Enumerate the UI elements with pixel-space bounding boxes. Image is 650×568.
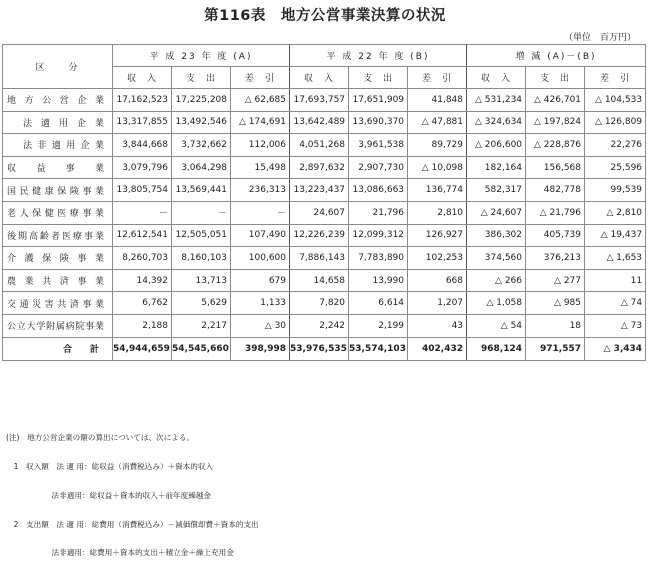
table-cell: △ 324,634 — [467, 111, 526, 134]
table-cell: 1,207 — [408, 292, 467, 315]
table-cell: 8,260,703 — [113, 247, 172, 270]
table-cell: 17,651,909 — [349, 89, 408, 112]
table-cell: 3,961,538 — [349, 134, 408, 157]
table-cell: △ 1,653 — [585, 247, 646, 270]
table-cell: 182,164 — [467, 156, 526, 179]
group-header-fy23: 平 成 23 年 度 (A) — [113, 45, 290, 67]
table-cell: △ 206,600 — [467, 134, 526, 157]
table-cell: 4,051,268 — [290, 134, 349, 157]
table-cell: 398,998 — [231, 337, 290, 360]
table-row — [3, 111, 646, 134]
table-cell: 12,226,239 — [290, 224, 349, 247]
sub-header: 収 入 — [113, 67, 172, 89]
table-cell: 8,160,103 — [172, 247, 231, 270]
table-cell: 11 — [585, 269, 646, 292]
table-cell: 43 — [408, 314, 467, 337]
table-cell: △ 1,058 — [467, 292, 526, 315]
table-cell: 14,392 — [113, 269, 172, 292]
table-cell: － — [113, 201, 172, 224]
sub-header: 支 出 — [349, 67, 408, 89]
table-cell: △ 104,533 — [585, 89, 646, 112]
table-cell: 13,642,489 — [290, 111, 349, 134]
table-cell: 12,099,312 — [349, 224, 408, 247]
table-cell: 2,907,730 — [349, 156, 408, 179]
table-cell: 2,810 — [408, 201, 467, 224]
table-cell: 18 — [526, 314, 585, 337]
footnote-line: 2 支出額 法 適 用：総費用（消費税込み）－減価償却費＋資本的支出 — [6, 519, 259, 529]
table-cell: 13,223,437 — [290, 179, 349, 202]
table-cell: △ 54 — [467, 314, 526, 337]
footnote-line: 1 収入額 法 適 用：総収益（消費税込み）＋資本的収入 — [6, 461, 214, 471]
table-cell: 13,317,855 — [113, 111, 172, 134]
table-cell: 99,539 — [585, 179, 646, 202]
table-cell: 7,820 — [290, 292, 349, 315]
row-label: 公立大学附属病院事業 — [7, 322, 104, 333]
table-cell: 53,574,103 — [349, 337, 408, 360]
table-row — [3, 292, 646, 315]
table-cell: 2,897,632 — [290, 156, 349, 179]
footnote-line: (注) 地方公営企業の額の算出については、次による。 — [6, 433, 195, 443]
table-cell: 102,253 — [408, 247, 467, 270]
table-cell: 136,774 — [408, 179, 467, 202]
category-header: 区 分 — [3, 45, 113, 89]
table-cell: 14,658 — [290, 269, 349, 292]
table-row — [3, 224, 646, 247]
sub-header: 差 引 — [231, 67, 290, 89]
table-cell: 679 — [231, 269, 290, 292]
table-cell: 13,990 — [349, 269, 408, 292]
table-cell: 13,569,441 — [172, 179, 231, 202]
row-label: 地方公営企業 — [7, 96, 104, 107]
sub-header: 支 出 — [172, 67, 231, 89]
table-cell: △ 174,691 — [231, 111, 290, 134]
table-cell: 2,217 — [172, 314, 231, 337]
footnote-line: 法非適用：総費用＋資本的支出＋積立金＋繰上充用金 — [6, 548, 234, 558]
sub-header: 収 入 — [467, 67, 526, 89]
table-cell: 3,064,298 — [172, 156, 231, 179]
table-cell: 582,317 — [467, 179, 526, 202]
table-cell: 21,796 — [349, 201, 408, 224]
table-cell: △ 62,685 — [231, 89, 290, 112]
table-row — [3, 201, 646, 224]
table-cell: 17,225,208 — [172, 89, 231, 112]
table-cell: 13,492,546 — [172, 111, 231, 134]
row-label: 後期高齢者医療事業 — [7, 231, 104, 242]
row-label: 合 計 — [63, 345, 100, 356]
table-cell: 12,612,541 — [113, 224, 172, 247]
table-row — [3, 247, 646, 270]
table-total-row — [3, 337, 646, 360]
row-label: 交通災害共済事業 — [7, 299, 104, 310]
table-cell: 374,560 — [467, 247, 526, 270]
row-label: 収益事業 — [7, 164, 104, 175]
table-cell: △ 2,810 — [585, 201, 646, 224]
table-cell: 236,313 — [231, 179, 290, 202]
group-header-fy22: 平 成 22 年 度 (B) — [290, 45, 467, 67]
table-cell: － — [172, 201, 231, 224]
sub-header: 支 出 — [526, 67, 585, 89]
table-cell: 7,886,143 — [290, 247, 349, 270]
table-cell: △ 73 — [585, 314, 646, 337]
table-cell: 25,596 — [585, 156, 646, 179]
table-row — [3, 134, 646, 157]
table-cell: 54,545,660 — [172, 337, 231, 360]
table-cell: 968,124 — [467, 337, 526, 360]
table-row — [3, 156, 646, 179]
table-cell: △ 277 — [526, 269, 585, 292]
table-cell: 3,079,796 — [113, 156, 172, 179]
table-cell: △ 30 — [231, 314, 290, 337]
table-cell: 107,490 — [231, 224, 290, 247]
table-cell: 13,086,663 — [349, 179, 408, 202]
row-label: 法非適用企業 — [23, 141, 104, 152]
table-cell: 3,732,662 — [172, 134, 231, 157]
table-cell: 15,498 — [231, 156, 290, 179]
table-cell: △ 47,881 — [408, 111, 467, 134]
table-cell: △ 426,701 — [526, 89, 585, 112]
table-cell: 100,600 — [231, 247, 290, 270]
row-label: 老人保健医療事業 — [7, 209, 104, 220]
table-cell: △ 126,809 — [585, 111, 646, 134]
table-row — [3, 314, 646, 337]
table-cell: 13,713 — [172, 269, 231, 292]
table-cell: 12,505,051 — [172, 224, 231, 247]
sub-header: 差 引 — [408, 67, 467, 89]
table-cell: 405,739 — [526, 224, 585, 247]
table-cell: 112,006 — [231, 134, 290, 157]
table-cell: 89,729 — [408, 134, 467, 157]
table-cell: 3,844,668 — [113, 134, 172, 157]
unit-label: （単位 百万円） — [563, 33, 636, 43]
table-cell: 13,805,754 — [113, 179, 172, 202]
table-cell: 54,944,659 — [113, 337, 172, 360]
table-cell: 6,614 — [349, 292, 408, 315]
results-table — [2, 44, 646, 361]
table-cell: △ 19,437 — [585, 224, 646, 247]
group-header-change: 増 減 (A)－(B) — [467, 45, 646, 67]
table-cell: 6,762 — [113, 292, 172, 315]
table-cell: 482,778 — [526, 179, 585, 202]
table-cell: 376,213 — [526, 247, 585, 270]
table-row — [3, 179, 646, 202]
table-cell: 17,693,757 — [290, 89, 349, 112]
table-cell: △ 228,876 — [526, 134, 585, 157]
table-cell: － — [231, 201, 290, 224]
footnotes — [6, 414, 259, 568]
sub-header: 収 入 — [290, 67, 349, 89]
row-label: 介護保険事業 — [7, 254, 104, 265]
table-cell: 17,162,523 — [113, 89, 172, 112]
page-title: 第116表 地方公営事業決算の状況 — [204, 8, 446, 24]
table-cell: △ 21,796 — [526, 201, 585, 224]
table-cell: 41,848 — [408, 89, 467, 112]
table-cell: 53,976,535 — [290, 337, 349, 360]
table-cell: 13,690,370 — [349, 111, 408, 134]
footnote-line: 法非適用：総収益＋資本的収入＋前年度繰越金 — [6, 490, 212, 500]
table-cell: 24,607 — [290, 201, 349, 224]
row-label: 法適用企業 — [23, 118, 104, 129]
table-cell: △ 197,824 — [526, 111, 585, 134]
table-cell: 2,242 — [290, 314, 349, 337]
table-cell: △ 985 — [526, 292, 585, 315]
table-cell: 7,783,890 — [349, 247, 408, 270]
table-cell: 5,629 — [172, 292, 231, 315]
table-cell: 402,432 — [408, 337, 467, 360]
table-cell: 971,557 — [526, 337, 585, 360]
table-cell: 126,927 — [408, 224, 467, 247]
table-cell: 156,568 — [526, 156, 585, 179]
table-row — [3, 89, 646, 112]
table-cell: 1,133 — [231, 292, 290, 315]
table-cell: 386,302 — [467, 224, 526, 247]
table-cell: 2,199 — [349, 314, 408, 337]
table-cell: △ 531,234 — [467, 89, 526, 112]
row-label: 国民健康保険事業 — [7, 186, 104, 197]
table-cell: △ 24,607 — [467, 201, 526, 224]
table-cell: 22,276 — [585, 134, 646, 157]
table-cell: 2,188 — [113, 314, 172, 337]
table-cell: △ 74 — [585, 292, 646, 315]
table-cell: △ 266 — [467, 269, 526, 292]
table-cell: △ 10,098 — [408, 156, 467, 179]
table-cell: 668 — [408, 269, 467, 292]
table-row — [3, 269, 646, 292]
row-label: 農業共済事業 — [7, 277, 104, 288]
sub-header: 差 引 — [585, 67, 646, 89]
table-cell: △ 3,434 — [585, 337, 646, 360]
